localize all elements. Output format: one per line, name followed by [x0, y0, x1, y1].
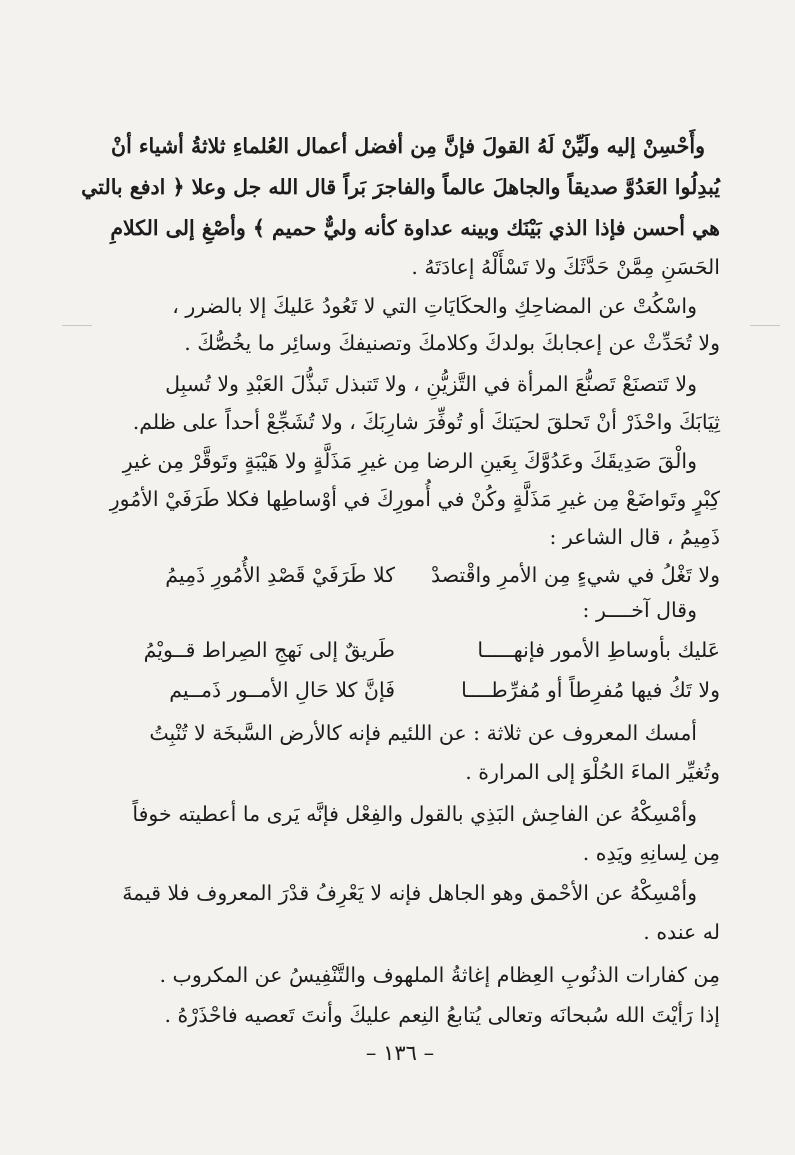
text-line-16: مِن لِسانِهِ ويَدِه .	[582, 841, 720, 865]
page-number: – ١٣٦ –	[365, 1041, 435, 1065]
verse-2-first-hemistich: عَليك بأوساطِ الأمور فإنهـــــا	[477, 638, 720, 662]
text-line-9: والْقَ صَدِيقَكَ وعَدُوَّكَ بِعَينِ الرضا مِن غيرِ مَذَلَّةٍ ولا هَيْبَةٍ وتَوقَّرْ مِن غيرِ	[122, 449, 697, 473]
verse-3-first-hemistich: ولا تَكُ فيها مُفرِطاً أو مُفرِّطــــا	[461, 678, 720, 702]
text-line-11: ذَمِيمُ ، قال الشاعر :	[549, 525, 720, 549]
text-line-3: هي أحسن فإذا الذي بَيْنَك وبينه عداوة كأنه وليٌّ حميم ﴾ وأصْغِ إلى الكلامِ	[110, 216, 720, 240]
verse-2-second-hemistich: طَريقٌ إلى نَهجِ الصِراط قــويْمُ	[143, 638, 395, 662]
text-line-13: أمسك المعروف عن ثلاثة : عن اللئيم فإنه كالأرض السَّبخَة لا تُنْبِتُ	[149, 721, 697, 745]
text-line-20: إذا رَأيْتَ الله سُبحانَه وتعالى يُتابعُ النِعم عليكَ وأنتَ تَعصيه فاحْذَرْهُ .	[164, 1003, 720, 1027]
text-line-19: مِن كفارات الذنُوبِ العِظام إغاثةُ الملهوف والتَّنْفِيسُ عن المكروب .	[159, 963, 720, 987]
text-line-12: وقال آخــــر :	[582, 598, 697, 622]
verse-3-second-hemistich: فَإنَّ كلا حَالِ الأمــور ذَمــيم	[169, 678, 395, 702]
verse-1-second-hemistich: كلا طَرَفَيْ قَصْدِ الأُمُورِ ذَمِيمُ	[165, 563, 395, 587]
text-line-5: واسْكُتْ عن المضاحِكِ والحكَايَاتِ التي لا تَعُودُ عَليكَ إلا بالضرر ،	[172, 294, 697, 318]
margin-mark	[750, 325, 780, 326]
text-line-8: ثِيَابَكَ واحْذَرْ أنْ تَحلقَ لحيَتكَ أو تُوفِّرَ شارِبَكَ ، ولا تُشَجِّعْ أحداً على ظلم.	[132, 410, 720, 434]
text-line-17: وأمْسِكْهُ عن الأحْمق وهو الجاهل فإنه لا يَعْرِفُ قدْرَ المعروف فلا قيمةَ	[122, 881, 697, 905]
text-line-1: وأَحْسِنْ إليه ولَيِّنْ لَهُ القولَ فإنَّ مِن أفضل أعمال العُلماءِ ثلاثةُ أشياء أنْ	[111, 134, 705, 158]
text-line-2: يُبدِلُوا العَدُوَّ صديقاً والجاهلَ عالماً والفاجرَ بَراً قال الله جل وعلا ﴿ ادفع بالتي	[81, 175, 720, 199]
margin-mark	[62, 325, 92, 326]
text-line-10: كِبْرٍ وتَواضَعْ مِن غيرِ مَذَلَّةٍ وكُنْ في أُمورِكَ في أوْساطِها فكلا طَرَفَيْ الأمُورِ	[109, 487, 720, 511]
text-line-6: ولا تُحَدِّثْ عن إعجابكَ بولدكَ وكلامكَ وتصنيفكَ وسائِر ما يخُصُّكَ .	[184, 331, 720, 355]
verse-1-first-hemistich: ولا تَغْلُ في شيءٍ مِن الأمرِ واقْتصدْ	[431, 563, 720, 587]
text-line-4: الحَسَنِ مِمَّنْ حَدَّثَكَ ولا تَسْأَلْهُ إعادَتَهُ .	[411, 255, 720, 279]
text-line-7: ولا تَتصنَعْ تَصنُّعَ المرأة في التَّزيُّنِ ، ولا تَتبذل تَبذُّلَ العَبْدِ ولا تُسبِل	[165, 372, 697, 396]
text-line-18: له عنده .	[643, 920, 720, 944]
text-line-15: وأمْسِكْهُ عن الفاحِش البَذِي بالقول والفِعْل فإنَّه يَرى ما أعطيته خوفاً	[132, 802, 697, 826]
text-line-14: وتُغيِّر الماءَ الحُلْوَ إلى المرارة .	[465, 760, 720, 784]
